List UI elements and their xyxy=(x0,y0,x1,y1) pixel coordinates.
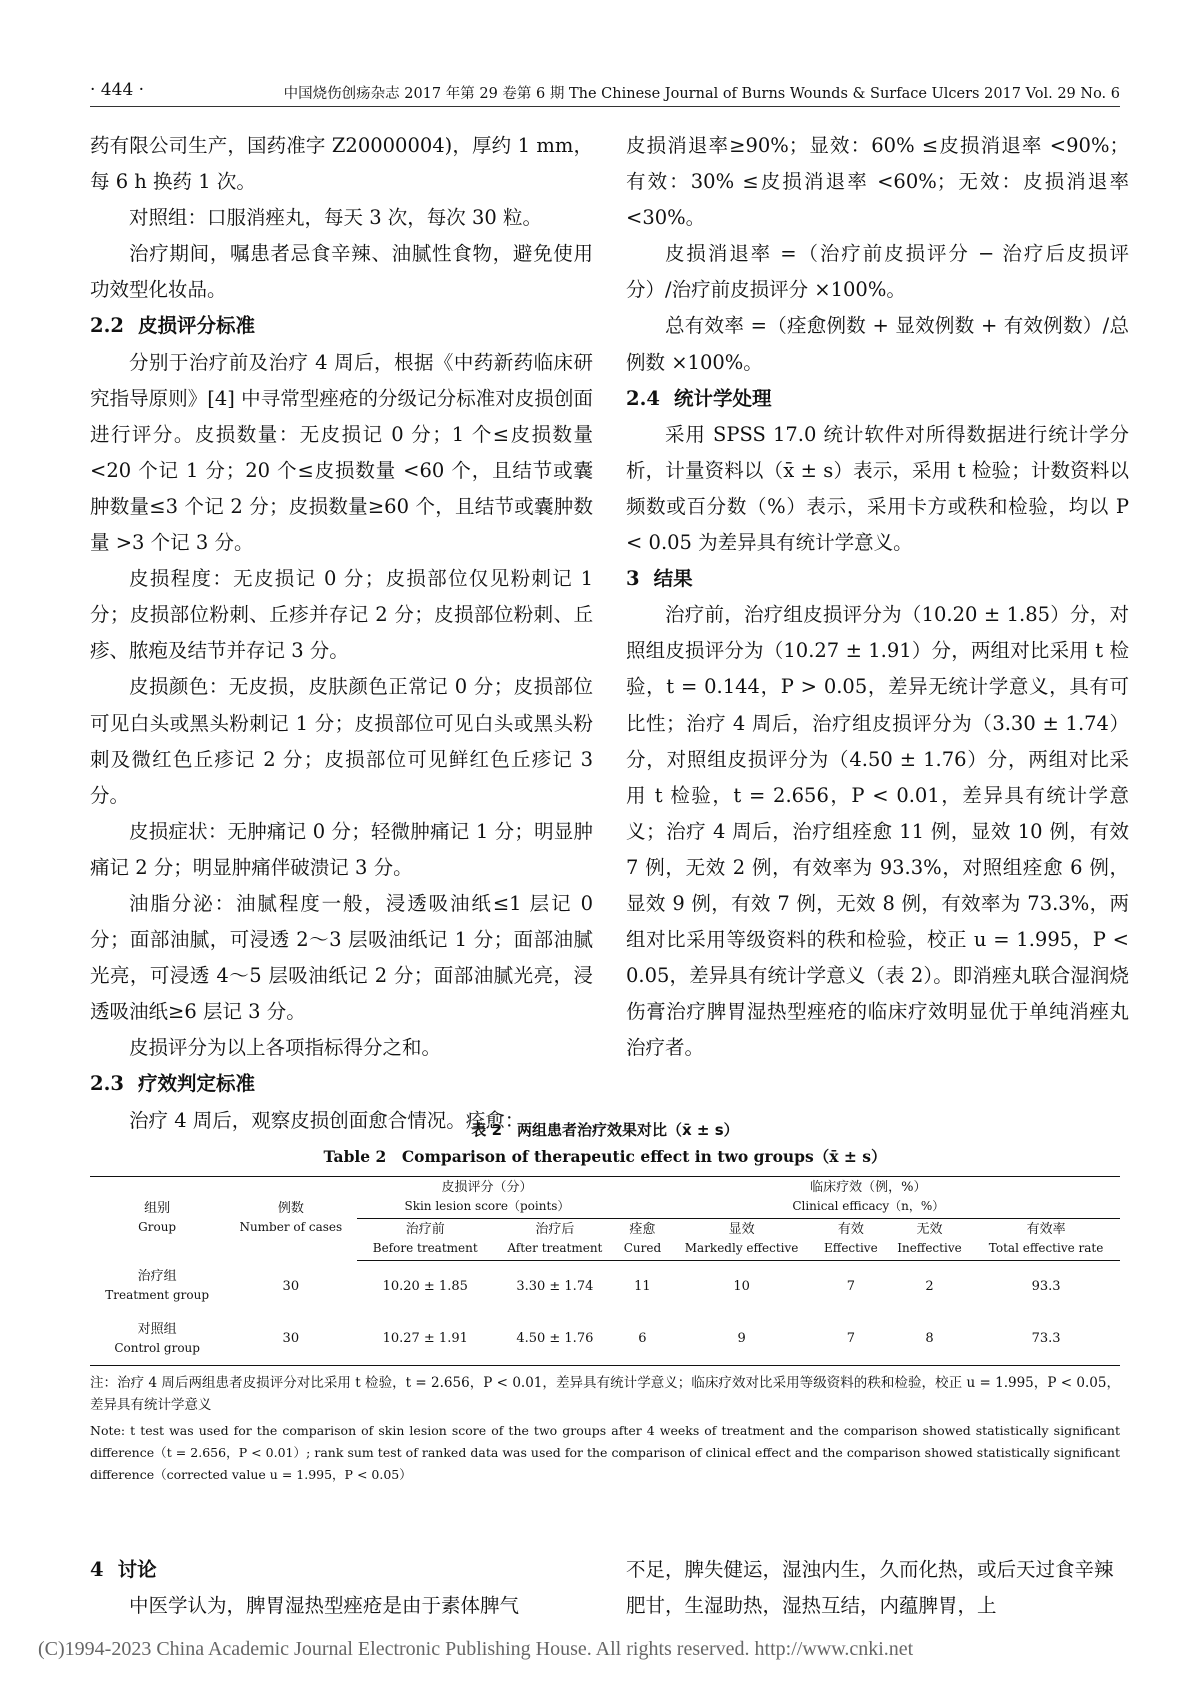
cell-after: 3.30 ± 1.74 xyxy=(516,1279,594,1294)
copyright-footer: (C)1994-2023 China Academic Journal Electronic Publishing House. All rights reserved. http://www.cnki.net xyxy=(38,1638,914,1660)
cell-total: 93.3 xyxy=(1031,1279,1061,1294)
header-group: 组别 Group xyxy=(90,1177,224,1261)
left-column xyxy=(90,128,593,1139)
table-2-block xyxy=(90,1118,1120,1486)
paragraph: 药有限公司生产，国药准字 Z20000004)，厚约 1 mm，每 6 h 换药 1 次。 xyxy=(90,134,593,194)
table-caption-cn: 表 2 两组患者治疗效果对比（x̄ ± s） xyxy=(471,1121,739,1139)
cell-ineffective: 8 xyxy=(887,1313,972,1366)
paragraph: 油脂分泌：油腻程度一般，浸透吸油纸≤1 层记 0 分；面部油腻，可浸透 2～3 层吸油纸记 1 分；面部油腻光亮，可浸透 4～5 层吸油纸记 2 分；面部油腻光亮，浸透吸油纸≥6 层记 3 分。 xyxy=(90,891,593,1024)
header-clinical-efficacy: 临床疗效（例，%） Clinical efficacy（n，%） xyxy=(617,1177,1120,1219)
paragraph: 皮损评分为以上各项指标得分之和。 xyxy=(129,1036,442,1060)
paragraph: 治疗 4 周后，观察皮损创面愈合情况。痊愈： xyxy=(129,1108,525,1132)
right-column xyxy=(626,128,1129,1066)
section-heading-4: 4 讨论 xyxy=(90,1558,157,1581)
paragraph: 皮损程度：无皮损记 0 分；皮损部位仅见粉刺记 1 分；皮损部位粉刺、丘疹并存记 2 分；皮损部位粉刺、丘疹、脓疱及结节并存记 3 分。 xyxy=(90,567,593,663)
cell-group: 治疗组 Treatment group xyxy=(105,1269,209,1303)
formula-paragraph: 总有效率 =（痊愈例数 + 显效例数 + 有效例数）/总例数 ×100%。 xyxy=(626,314,1129,374)
cell-marked: 10 xyxy=(733,1279,750,1294)
paragraph: 采用 SPSS 17.0 统计软件对所得数据进行统计学分析，计量资料以（x̄ ± s）表示，采用 t 检验；计数资料以频数或百分数（%）表示，采用卡方或秩和检验，均以 P < 0.05 为差异具有统计学意义。 xyxy=(626,422,1129,555)
header-marked: 显效 Markedly effective xyxy=(668,1219,815,1261)
paragraph: 皮损颜色：无皮损，皮肤颜色正常记 0 分；皮损部位可见白头或黑头粉刺记 1 分；皮损部位可见白头或黑头粉刺及微红色丘疹记 2 分；皮损部位可见鲜红色丘疹记 3 分。 xyxy=(90,675,593,807)
paragraph: 不足，脾失健运，湿浊内生，久而化热，或后天过食辛辣肥甘，生湿助热，湿热互结，内蕴脾胃，上 xyxy=(626,1558,1114,1617)
journal-citation: 中国烧伤创疡杂志 2017 年第 29 卷第 6 期 The Chinese Journal of Burns Wounds & Surface Ulcers 2017 Vol. 29 No. 6 xyxy=(283,86,1120,102)
header-after: 治疗后 After treatment xyxy=(493,1219,616,1261)
cell-cases: 30 xyxy=(282,1278,300,1294)
table-row xyxy=(90,1313,1120,1366)
cell-ineffective: 2 xyxy=(925,1279,934,1294)
table-row xyxy=(90,1261,1120,1314)
formula-paragraph: 皮损消退率 =（治疗前皮损评分 − 治疗后皮损评分）/治疗前皮损评分 ×100%。 xyxy=(626,242,1129,302)
paragraph: 分别于治疗前及治疗 4 周后，根据《中药新药临床研究指导原则》[4] 中寻常型痤疮的分级记分标准对皮损创面进行评分。皮损数量：无皮损记 0 分；1 个≤皮损数量 <20 个记 1 分；20 个≤皮损数量 <60 个，且结节或囊肿数量≤3 个记 2 分；皮损数量≥60 个，且结节或囊肿数量 >3 个记 3 分。 xyxy=(90,350,593,555)
page-number: · 444 · xyxy=(90,80,145,100)
header-total-rate: 有效率 Total effective rate xyxy=(972,1219,1120,1261)
cell-before: 10.20 ± 1.85 xyxy=(382,1279,468,1294)
paragraph: 对照组：口服消痤丸，每天 3 次，每次 30 粒。 xyxy=(129,206,543,230)
cell-cured: 6 xyxy=(617,1313,669,1366)
paragraph: 皮损消退率≥90%；显效：60% ≤皮损消退率 <90%；有效：30% ≤皮损消退率 <60%；无效：皮损消退率 <30%。 xyxy=(626,134,1129,230)
cell-total: 73.3 xyxy=(972,1313,1120,1366)
header-skin-score: 皮损评分（分） Skin lesion score（points） xyxy=(357,1177,616,1219)
paragraph: 治疗前，治疗组皮损评分为（10.20 ± 1.85）分，对照组皮损评分为（10.27 ± 1.91）分，两组对比采用 t 检验，t = 0.144，P > 0.05，差异无统计学意义，具有可比性；治疗 4 周后，治疗组皮损评分为（3.30 ± 1.74）分，对照组皮损评分为（4.50 ± 1.76）分，两组对比采用 t 检验，t = 2.656，P < 0.01，差异具有统计学意义；治疗 4 周后，治疗组痊愈 11 例，显效 10 例，有效 7 例，无效 2 例，有效率为 93.3%，对照组痊愈 6 例，显效 9 例，有效 7 例，无效 8 例，有效率为 73.3%，两组对比采用等级资料的秩和检验，校正 u = 1.995，P < 0.05，差异具有统计学意义（表 2）。即消痤丸联合湿润烧伤膏治疗脾胃湿热型痤疮的临床疗效明显优于单纯消痤丸治疗者。 xyxy=(626,603,1129,1060)
section-heading-2-3: 2.3 疗效判定标准 xyxy=(90,1072,255,1096)
paragraph: 皮损症状：无肿痛记 0 分；轻微肿痛记 1 分；明显肿痛记 2 分；明显肿痛伴破溃记 3 分。 xyxy=(90,819,593,879)
cell-effective: 7 xyxy=(815,1313,887,1366)
cell-cases: 30 xyxy=(224,1313,357,1366)
header-cases: 例数 Number of cases xyxy=(224,1177,357,1261)
paragraph: 治疗期间，嘱患者忌食辛辣、油腻性食物，避免使用功效型化妆品。 xyxy=(90,242,593,302)
table-caption-en: Table 2 Comparison of therapeutic effect in two groups（x̄ ± s） xyxy=(323,1147,887,1166)
cell-cured: 11 xyxy=(634,1279,651,1294)
paragraph: 中医学认为，脾胃湿热型痤疮是由于素体脾气 xyxy=(129,1594,520,1617)
results-table xyxy=(90,1176,1120,1366)
cell-effective: 7 xyxy=(846,1279,855,1294)
section-heading-2-4: 2.4 统计学处理 xyxy=(626,386,772,410)
running-header xyxy=(90,78,1120,107)
header-cured: 痊愈 Cured xyxy=(617,1219,669,1261)
header-effective: 有效 Effective xyxy=(815,1219,887,1261)
section-4-left xyxy=(90,1552,593,1624)
cell-marked: 9 xyxy=(668,1313,815,1366)
table-note-cn: 注：治疗 4 周后两组患者皮损评分对比采用 t 检验，t = 2.656，P < 0.01，差异具有统计学意义；临床疗效对比采用等级资料的秩和检验，校正 u = 1.995，P < 0.05，差异具有统计学意义 xyxy=(90,1375,1120,1413)
header-ineffective: 无效 Ineffective xyxy=(887,1219,972,1261)
header-before: 治疗前 Before treatment xyxy=(357,1219,493,1261)
section-heading-3: 3 结果 xyxy=(626,567,693,591)
table-note-en: Note: t test was used for the comparison of skin lesion score of the two groups after 4 weeks of treatment and the comparison showed statistically significant difference（t = 2.656，P < 0.01）; rank sum test of ranked data was used for the comparison of clinical effect and the comparison showed statistically significant difference（corrected value u = 1.995，P < 0.05） xyxy=(90,1423,1120,1482)
cell-group: 对照组 Control group xyxy=(90,1313,224,1366)
section-heading-2-2: 2.2 皮损评分标准 xyxy=(90,314,255,338)
cell-before: 10.27 ± 1.91 xyxy=(357,1313,493,1366)
cell-after: 4.50 ± 1.76 xyxy=(493,1313,616,1366)
section-4-right xyxy=(626,1552,1129,1624)
